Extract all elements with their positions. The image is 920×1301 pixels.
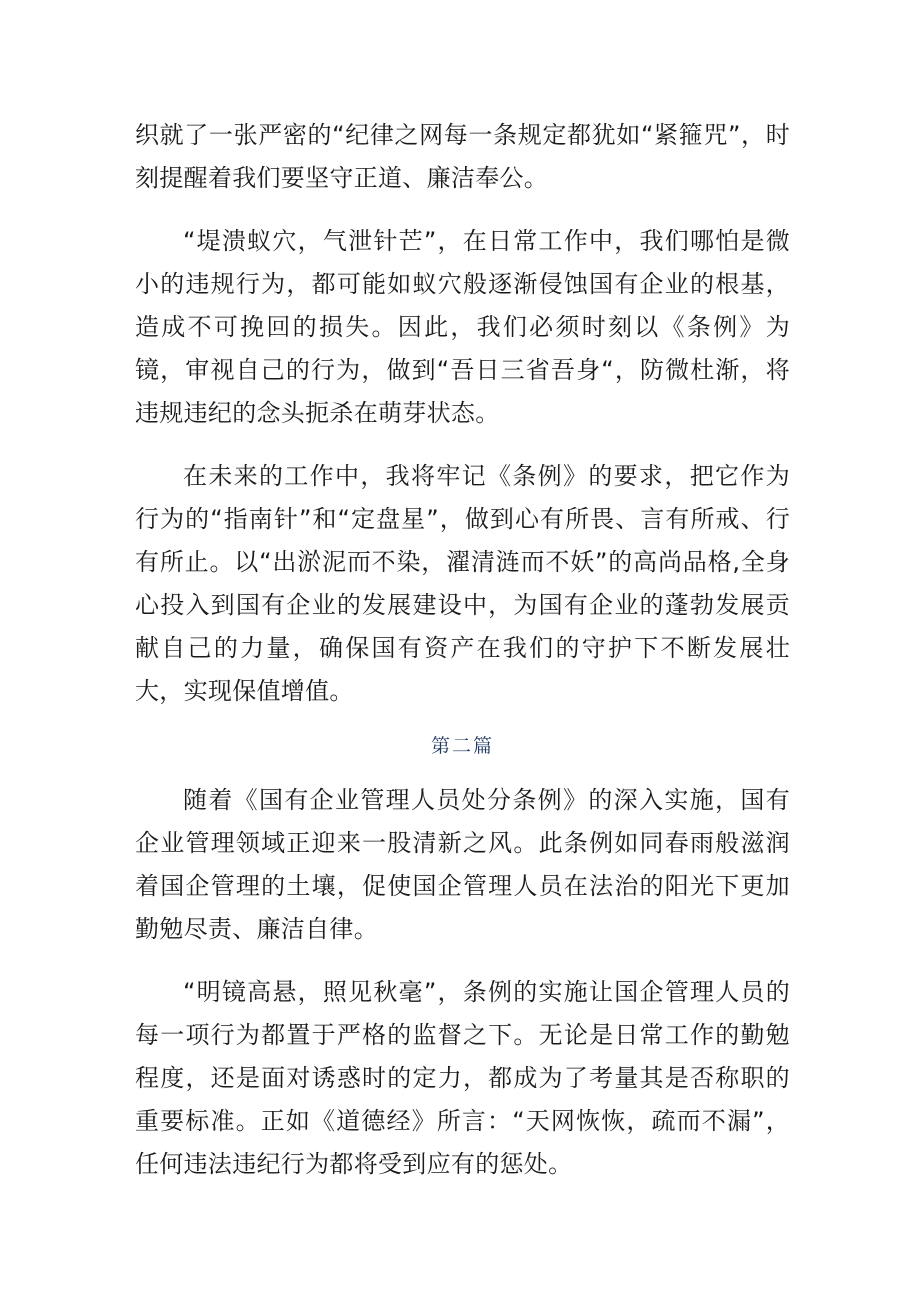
paragraph-body: “堤溃蚁穴，气泄针芒”，在日常工作中，我们哪怕是微小的违规行为，都可能如蚁穴般逐渐侵蚀国有企业的根基，造成不可挽回的损失。因此，我们必须时刻以《条例》为镜，审视自己的行为，做到“吾日三省吾身“，防微杜渐，将违规违纪的念头扼杀在萌芽状态。	[135, 227, 790, 427]
paragraph-body: 在未来的工作中，我将牢记《条例》的要求，把它作为行为的“指南针”和“定盘星”，做到心有所畏、言有所戒、行有所止。以“出淤泥而不染，濯清涟而不妖”的高尚品格,全身心投入到国有企业的发展建设中，为国有企业的蓬勃发展贡献自己的力量，确保国有资产在我们的守护下不断发展壮大，实现保值增值。	[135, 462, 790, 705]
paragraph-body: 随着《国有企业管理人员处分条例》的深入实施，国有企业管理领域正迎来一股清新之风。此条例如同春雨般滋润着国企管理的土壤，促使国企管理人员在法治的阳光下更加勤勉尽责、廉洁自律。	[135, 786, 790, 943]
document-body	[135, 114, 790, 1186]
paragraph-continuation: 织就了一张严密的“纪律之网每一条规定都犹如“紧箍咒”，时刻提醒着我们要坚守正道、廉洁奉公。	[135, 121, 790, 192]
section-heading: 第二篇	[430, 735, 494, 757]
paragraph-body: “明镜高悬，照见秋毫”，条例的实施让国企管理人员的每一项行为都置于严格的监督之下。无论是日常工作的勤勉程度，还是面对诱惑时的定力，都成为了考量其是否称职的重要标准。正如《道德经》所言：“天网恢恢，疏而不漏”，任何违法违纪行为都将受到应有的惩处。	[135, 978, 790, 1178]
